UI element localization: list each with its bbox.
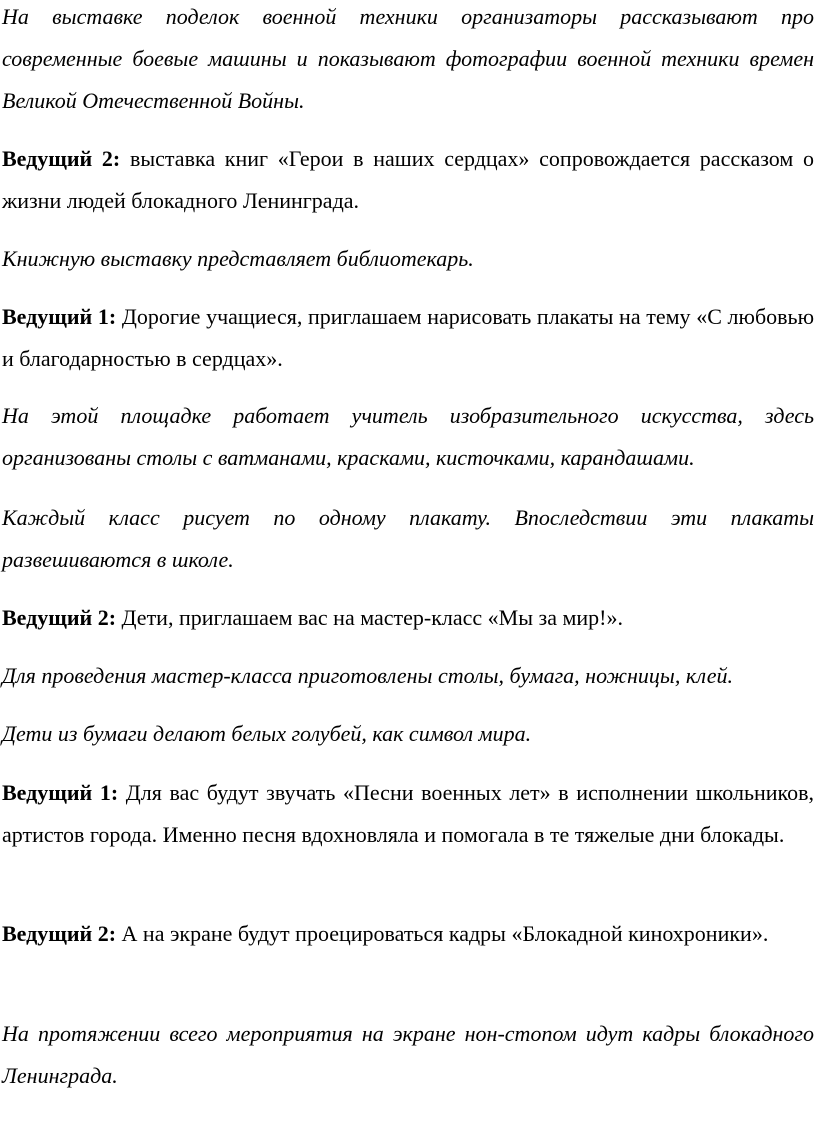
paragraph-host2-newsreel [2,913,814,955]
paragraph-paper-doves: Дети из бумаги делают белых голубей, как символ мира. [2,721,532,746]
paragraph-nonstop-footage: На протяжении всего мероприятия на экране нон-стопом идут кадры блокадного Ленинграда. [2,1021,814,1088]
paragraph-class-poster: Каждый класс рисует по одному плакату. Впоследствии эти плакаты развешиваются в школе. [2,505,814,572]
paragraph-host1-songs [2,772,814,856]
paragraph-text: Дети, приглашаем вас на мастер-класс «Мы за мир!». [116,605,623,630]
speaker-label: Ведущий 1: [2,780,119,805]
paragraph-text: Дорогие учащиеся, приглашаем нарисовать плакаты на тему «С любовью и благодарностью в сердцах». [2,304,815,371]
paragraph-host2-masterclass [2,597,814,639]
paragraph-text: А на экране будут проецироваться кадры «Блокадной кинохроники». [116,921,769,946]
paragraph-art-teacher: На этой площадке работает учитель изобразительного искусства, здесь организованы столы с ватманами, красками, кисточками, карандашами. [2,403,814,470]
speaker-label: Ведущий 2: [2,921,117,946]
paragraph-librarian: Книжную выставку представляет библиотекарь. [2,246,474,271]
speaker-label: Ведущий 2: [2,605,117,630]
paragraph-text: Для вас будут звучать «Песни военных лет» в исполнении школьников, артистов города. Именно песня вдохновляла и помогала в те тяжелые дни блокады. [2,780,815,847]
paragraph-exhibition-military: На выставке поделок военной техники организаторы рассказывают про современные боевые машины и показывают фотографии военной техники времен Великой Отечественной Войны. [2,4,814,113]
speaker-label: Ведущий 1: [2,304,117,329]
paragraph-host1-posters [2,296,814,380]
paragraph-host2-books [2,138,814,222]
paragraph-masterclass-materials: Для проведения мастер-класса приготовлены столы, бумага, ножницы, клей. [2,663,733,688]
paragraph-text: выставка книг «Герои в наших сердцах» сопровождается рассказом о жизни людей блокадного Ленинграда. [2,146,815,213]
speaker-label: Ведущий 2: [2,146,121,171]
